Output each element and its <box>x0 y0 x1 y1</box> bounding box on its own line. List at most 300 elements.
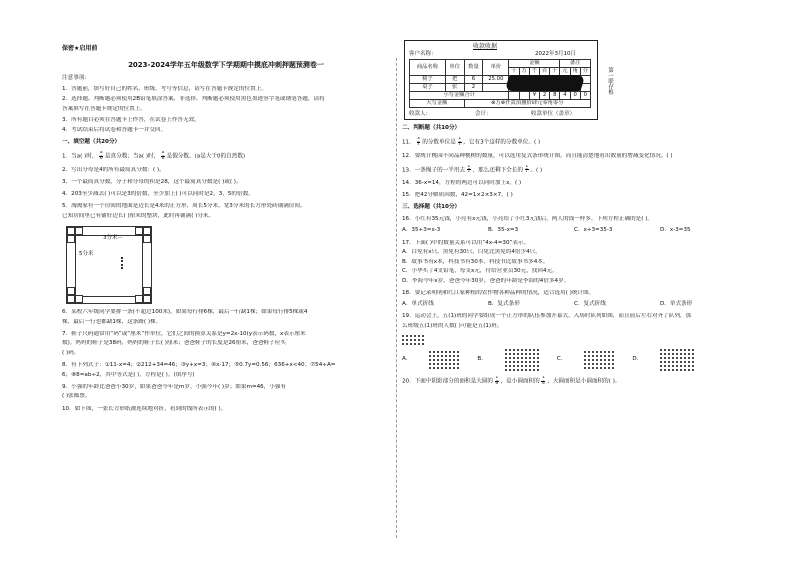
dot <box>521 353 523 355</box>
receipt-accountant: 会计： <box>475 111 492 117</box>
dot <box>449 351 451 353</box>
dot <box>453 359 455 361</box>
dot <box>513 357 515 359</box>
dot <box>592 359 594 361</box>
dot <box>584 367 586 369</box>
dot <box>608 363 610 365</box>
dot <box>664 349 666 351</box>
dot <box>441 355 443 357</box>
dot <box>676 361 678 363</box>
dot <box>612 367 614 369</box>
dot <box>588 363 590 365</box>
option-d[interactable]: D． <box>632 356 643 363</box>
question-19-cont: 么班级五(1)班的人数( )可能是五(1)班。 <box>402 322 503 329</box>
dot <box>592 363 594 365</box>
option-c[interactable]: C．复式折线 <box>574 301 606 308</box>
dot <box>660 369 662 371</box>
dot <box>664 365 666 367</box>
dot <box>517 353 519 355</box>
dot <box>445 363 447 365</box>
dot <box>505 349 507 351</box>
tile-marker <box>135 227 143 235</box>
tile-marker <box>75 295 83 303</box>
question-11: 11． $\frac{3}{7}$ 的分数单位是 $\frac{1}{7}$ ，它有3个这样的分数单位。( ) <box>402 137 541 147</box>
question-8-cont: 6；⑧8=ab÷2，其中等式是( )，方程是( )。(填序号) <box>62 371 195 378</box>
dot <box>676 349 678 351</box>
dot <box>521 369 523 371</box>
dot <box>422 335 424 337</box>
room-figure <box>66 226 152 304</box>
dot <box>604 351 606 353</box>
tile-marker <box>143 235 151 243</box>
dot <box>445 367 447 369</box>
tile-marker <box>143 295 151 303</box>
option-b[interactable]: B．故事书有x本，科技书有30本，科技书比故事书多4本。 <box>402 258 549 265</box>
dot <box>437 351 439 353</box>
question-6-cont: 棵，最后一行也都缺1棵，这条路( )棵。 <box>62 318 162 325</box>
receipt-figure <box>404 40 613 120</box>
dot <box>660 365 662 367</box>
dot <box>429 355 431 357</box>
dot <box>457 359 459 361</box>
receipt-table: 商品名称 单位 数量 单价 金额 备注 十 万 千 百 十 元 角 分 椅子 把 6 25.00 桌子 张 2 小写金额合计 ¥ 2 8 4 0 0 大写金额 ⊗万⊗仟贰佰捌拾肆元零角零分 <box>409 59 591 108</box>
question-3: 3．一个最简真分数，分子和分母的积是28，这个最简真分数是( )或( )。 <box>62 178 242 185</box>
dot <box>414 339 416 341</box>
dot-grid <box>505 349 539 371</box>
dot <box>513 365 515 367</box>
dot <box>684 365 686 367</box>
dot <box>668 361 670 363</box>
question-20: 20．下面中阴影部分的面积是大圆的 $\frac{1}{6}$ ，是小圆面积的 $\frac{1}{4}$ ，大圆面积是小圆面积的( )。 <box>402 375 621 386</box>
dot-formation-sample <box>402 335 424 345</box>
question-10: 10．如下图，一张长方形纸被连续地对折，看到的线所表示的( )。 <box>62 405 227 412</box>
dot <box>537 361 539 363</box>
dot <box>410 343 412 345</box>
dot <box>608 355 610 357</box>
fraction: $\frac{1}{7}$ <box>467 164 471 175</box>
dot <box>692 365 694 367</box>
dot <box>664 353 666 355</box>
option-b[interactable]: B． <box>477 356 487 363</box>
dot <box>664 361 666 363</box>
question-16-options <box>402 227 752 234</box>
dot <box>676 357 678 359</box>
dot <box>664 357 666 359</box>
fraction: $\frac{1}{6}$ <box>495 375 499 386</box>
dot <box>418 339 420 341</box>
dot <box>604 359 606 361</box>
dot <box>453 367 455 369</box>
dot <box>533 357 535 359</box>
dot <box>680 349 682 351</box>
dot <box>588 367 590 369</box>
exam-title: 2023-2024学年五年级数学下学期期中摸底冲刺押题预测卷一 <box>128 60 324 69</box>
dot <box>692 369 694 371</box>
question-7-cont: 数)。妈妈的鞋子是38码，妈妈的鞋子长( )厘米；爸爸鞋子的长度是26厘米，爸爸鞋子应买 <box>62 340 286 347</box>
option-a[interactable]: A． <box>402 356 412 363</box>
dot <box>692 353 694 355</box>
dot <box>668 353 670 355</box>
tile-dots <box>121 257 125 269</box>
question-5-cont: 已知房间里已有铺好边长( )厘米的整块，此时再铺满( )分米。 <box>62 212 215 219</box>
dot <box>509 353 511 355</box>
question-18-options <box>402 301 752 308</box>
dot <box>406 335 408 337</box>
dot <box>533 361 535 363</box>
dot <box>509 365 511 367</box>
receipt-title: 收款收据 <box>473 43 498 50</box>
option-a[interactable]: A．35+3=x-3 <box>402 227 441 234</box>
dot <box>612 363 614 365</box>
receipt-date: 2022年3月10日 <box>535 51 576 57</box>
secret-label: 保密★启用前 <box>62 45 98 52</box>
notice-item: 答案填写在答题卡规定的位置上。 <box>62 106 146 113</box>
section-choice-title: 三、选择题（共10分） <box>402 204 461 211</box>
dot <box>600 355 602 357</box>
dot <box>525 353 527 355</box>
dot <box>588 351 590 353</box>
dot <box>688 353 690 355</box>
dot <box>676 365 678 367</box>
dot <box>688 349 690 351</box>
question-2: 2．写出分母是4的所有最简真分数：( )。 <box>62 166 165 173</box>
dot <box>680 365 682 367</box>
question-16: 16．小红有35元钱，小亮有x元钱，小亮给了小红3元钱后，两人的钱一样多。下列方程正确的是( )。 <box>402 216 653 223</box>
dot <box>612 359 614 361</box>
tile-marker <box>143 227 151 235</box>
dot <box>684 369 686 371</box>
dot <box>437 367 439 369</box>
dot <box>441 351 443 353</box>
notice-title: 注意事项： <box>62 75 90 82</box>
question-18: 18．要记录明明和红江家种植的农作物各种品种的情况，适合选用( )统计图。 <box>402 290 595 297</box>
dot <box>533 369 535 371</box>
notice-item: 2．选择题、判断题必须使用2B铅笔填涂答案，非选择、判断题必须使用黑色墨迹签字笔或钢笔答题，请将 <box>62 96 325 102</box>
dot <box>668 357 670 359</box>
dot <box>672 349 674 351</box>
dot <box>429 367 431 369</box>
dot <box>596 355 598 357</box>
dot <box>505 361 507 363</box>
dot <box>414 335 416 337</box>
dot <box>660 353 662 355</box>
dot <box>684 353 686 355</box>
option-a[interactable]: A．单式折线 <box>402 301 434 308</box>
dot <box>537 357 539 359</box>
dot <box>684 357 686 359</box>
dot <box>660 349 662 351</box>
option-c[interactable]: C．小华买了4支铅笔，每支x元，付给营业员30元，找回4元。 <box>402 268 558 275</box>
dot <box>668 369 670 371</box>
question-6: 6．某校六年级同学要排一条(不超过100米)，如果每行排6棵，最后一行缺1棵；如果每行排5棵或4 <box>62 308 308 315</box>
dot <box>449 363 451 365</box>
dot <box>445 359 447 361</box>
dot <box>596 363 598 365</box>
dot <box>596 367 598 369</box>
question-17: 17．下面( )中的数量关系可以用“4x-4=30”表示。 <box>402 239 530 246</box>
room-label-left: 5分米 <box>79 250 94 257</box>
dot <box>588 355 590 357</box>
dot <box>676 369 678 371</box>
dot <box>441 359 443 361</box>
question-12: 12．要统计桃园不同品种桃树的数量，可以选用复式条形统计图，而且能清楚地看出数量的增减变化情况。( ) <box>402 152 673 159</box>
dot <box>521 357 523 359</box>
dot <box>529 357 531 359</box>
dot <box>592 351 594 353</box>
dot <box>505 365 507 367</box>
dot <box>668 349 670 351</box>
tile-marker <box>67 235 75 243</box>
dot <box>533 353 535 355</box>
dot <box>402 339 404 341</box>
dot-grid <box>584 351 614 369</box>
dot <box>449 359 451 361</box>
dot <box>596 359 598 361</box>
dot-grid <box>660 349 694 371</box>
dot <box>521 361 523 363</box>
dot <box>402 343 404 345</box>
dot <box>680 369 682 371</box>
dot <box>517 349 519 351</box>
dot <box>692 361 694 363</box>
dot <box>433 355 435 357</box>
dot <box>533 365 535 367</box>
dot <box>525 357 527 359</box>
dot <box>688 369 690 371</box>
dot <box>517 361 519 363</box>
dot <box>517 365 519 367</box>
receipt-customer: 客户名称： <box>409 51 437 57</box>
dot <box>672 369 674 371</box>
question-7: 7．鞋子尺码通常用“码”或“厘米”作单位，它们之间的换算关系是y=2x-10(y表示码数，x表示厘米 <box>62 330 306 337</box>
dot <box>680 357 682 359</box>
dot <box>517 369 519 371</box>
fraction: $\frac{3}{7}$ <box>417 137 420 147</box>
question-15: 15．把42分解质因数，42=1×2×3×7。( ) <box>402 192 513 199</box>
dot <box>537 353 539 355</box>
fraction: $\frac{a}{6}$ <box>161 151 165 161</box>
dot <box>429 359 431 361</box>
dot <box>441 363 443 365</box>
dot <box>513 349 515 351</box>
dot <box>660 361 662 363</box>
dot <box>429 351 431 353</box>
dot <box>525 361 527 363</box>
dot <box>457 355 459 357</box>
dot <box>529 369 531 371</box>
dot <box>680 353 682 355</box>
question-1: 1．当a( )时， $\frac{a}{6}$ 是真分数；当a( )时， $\frac{a}{6}$ 是假分数。(a是大于0的自然数) <box>62 151 246 161</box>
dot <box>410 335 412 337</box>
dot <box>529 361 531 363</box>
dot <box>453 351 455 353</box>
dot <box>509 361 511 363</box>
option-a[interactable]: A．白免有x只，黑免有30只，白免比黑免的4倍少4只。 <box>402 249 541 256</box>
dot <box>537 369 539 371</box>
dot <box>600 359 602 361</box>
question-9-cont: ( )张邮票。 <box>62 393 91 400</box>
dot <box>529 349 531 351</box>
question-19: 19．运动会上，五(1)班的同学要组成一个正方形的队伍参加开幕式。入场时队列如图，而且前后左右对齐了队列，那 <box>402 313 692 320</box>
dot <box>517 357 519 359</box>
dot <box>604 355 606 357</box>
dot <box>600 367 602 369</box>
tile-marker <box>143 287 151 295</box>
exam-page <box>40 40 754 540</box>
dot <box>612 351 614 353</box>
dot <box>584 363 586 365</box>
dot <box>509 357 511 359</box>
dot <box>437 355 439 357</box>
dot <box>600 351 602 353</box>
fraction: $\frac{a}{6}$ <box>99 151 103 161</box>
dot <box>688 365 690 367</box>
option-c[interactable]: C． <box>556 356 567 363</box>
dot-formation-figure <box>402 335 752 345</box>
tile-marker <box>67 295 75 303</box>
tile-marker <box>67 287 75 295</box>
receipt-seal: 收款单位（盖章） <box>531 111 576 117</box>
dot <box>422 343 424 345</box>
dot <box>422 339 424 341</box>
dot <box>453 363 455 365</box>
dot <box>513 361 515 363</box>
dot <box>505 353 507 355</box>
section-judge-title: 二、判断题（共10分） <box>402 125 461 131</box>
question-5: 5．淘淘家有一个房间的地面是边长是4米的正方形，周长5分米，宽3分米的长方形瓷砖铺满房间。 <box>62 203 306 210</box>
dot <box>433 351 435 353</box>
question-14: 14．36-x=14，方程的两边可以同时加上x。( ) <box>402 180 522 187</box>
notice-item: 3．所有题目必须在答题卡上作答，在试卷上作答无效。 <box>62 116 200 123</box>
dot <box>505 357 507 359</box>
column-divider <box>396 58 397 538</box>
dot <box>588 359 590 361</box>
dot <box>513 369 515 371</box>
dot <box>418 335 420 337</box>
dot <box>433 359 435 361</box>
dot <box>608 351 610 353</box>
dot <box>437 359 439 361</box>
dot <box>676 353 678 355</box>
dot <box>592 367 594 369</box>
fraction: $\frac{1}{7}$ <box>458 137 462 147</box>
dot <box>537 349 539 351</box>
dot <box>410 339 412 341</box>
tile-marker <box>135 295 143 303</box>
dot <box>612 355 614 357</box>
dot <box>457 363 459 365</box>
redaction-blot <box>504 75 585 91</box>
section-fill-title: 一、填空题（共20分） <box>62 139 121 146</box>
dot <box>457 367 459 369</box>
dot <box>672 357 674 359</box>
dot <box>692 349 694 351</box>
dot <box>433 367 435 369</box>
tile-marker <box>75 227 83 235</box>
dot <box>604 367 606 369</box>
question-4: 4．203至少减去( )可以是3的倍数，至少加上( )可以同时是2，3，5的倍数。 <box>62 191 254 197</box>
dot <box>509 349 511 351</box>
dot <box>406 339 408 341</box>
room-label-top: 3分米··· <box>103 234 123 241</box>
question-8: 8．有下列式子：①11-x=4；②212+34=46；③y+x=3；④x-17；⑤0.7y=0.56；636+x<40；⑦54÷A= <box>62 362 336 368</box>
dot <box>592 355 594 357</box>
dot <box>680 361 682 363</box>
dot <box>414 343 416 345</box>
dot <box>445 351 447 353</box>
question-9: 9．小强的年龄比爸爸小30岁，如果爸爸今年是m岁，小强今年( )岁；如果m=46，小强有 <box>62 383 287 390</box>
dot <box>529 353 531 355</box>
dot <box>672 365 674 367</box>
dot <box>433 363 435 365</box>
dot <box>445 355 447 357</box>
fraction: $\frac{1}{4}$ <box>541 375 545 386</box>
notice-item: 4．考试结束后将试卷和答题卡一并交回。 <box>62 127 167 134</box>
dot <box>505 369 507 371</box>
dot <box>584 359 586 361</box>
dot <box>608 359 610 361</box>
dot <box>453 355 455 357</box>
dot <box>521 349 523 351</box>
dot <box>668 365 670 367</box>
dot <box>596 351 598 353</box>
dot-grid <box>429 351 459 369</box>
dot <box>529 365 531 367</box>
dot <box>604 363 606 365</box>
dot <box>402 335 404 337</box>
dot <box>600 363 602 365</box>
fraction: $\frac{1}{7}$ <box>525 164 529 175</box>
dot <box>684 361 686 363</box>
dot <box>537 365 539 367</box>
option-c[interactable]: C．x+3=35-3 <box>574 227 613 234</box>
room-inner <box>75 235 143 297</box>
dot <box>533 349 535 351</box>
right-column <box>402 40 752 386</box>
notice-item: 1．答题前，填写好自己的姓名、班级、考号等信息，请写在答题卡规定的位置上。 <box>62 85 267 92</box>
dot <box>441 367 443 369</box>
option-b[interactable]: B．35-x=3 <box>488 227 519 234</box>
dot <box>692 357 694 359</box>
option-b[interactable]: B．复式条形 <box>488 301 520 308</box>
dot <box>608 367 610 369</box>
dot-options <box>402 349 752 371</box>
dot <box>457 351 459 353</box>
dot <box>521 365 523 367</box>
dot <box>672 353 674 355</box>
option-d[interactable]: D．单式条形 <box>660 301 693 308</box>
dot <box>525 349 527 351</box>
dot <box>406 343 408 345</box>
question-7-cont2: ( )码。 <box>62 349 80 356</box>
left-column <box>62 40 390 412</box>
dot <box>449 355 451 357</box>
receipt-stub: 第一联存根 <box>607 67 613 95</box>
option-d[interactable]: D．x-3=35 <box>660 227 691 234</box>
question-13: 13．一条绳子的一半用去 $\frac{1}{7}$ ，那么还剩下全长的 $\frac{1}{7}$ 。( ) <box>402 164 543 175</box>
dot <box>418 343 420 345</box>
receipt-payee: 收款人： <box>409 111 432 117</box>
dot <box>672 361 674 363</box>
dot <box>525 365 527 367</box>
dot <box>684 349 686 351</box>
tile-marker <box>67 227 75 235</box>
dot <box>449 367 451 369</box>
dot <box>688 361 690 363</box>
dot <box>584 351 586 353</box>
option-d[interactable]: D．李海今年x岁，爸爸今年30岁，爸爸的年龄是李海的4倍多4岁。 <box>402 277 570 284</box>
dot <box>584 355 586 357</box>
